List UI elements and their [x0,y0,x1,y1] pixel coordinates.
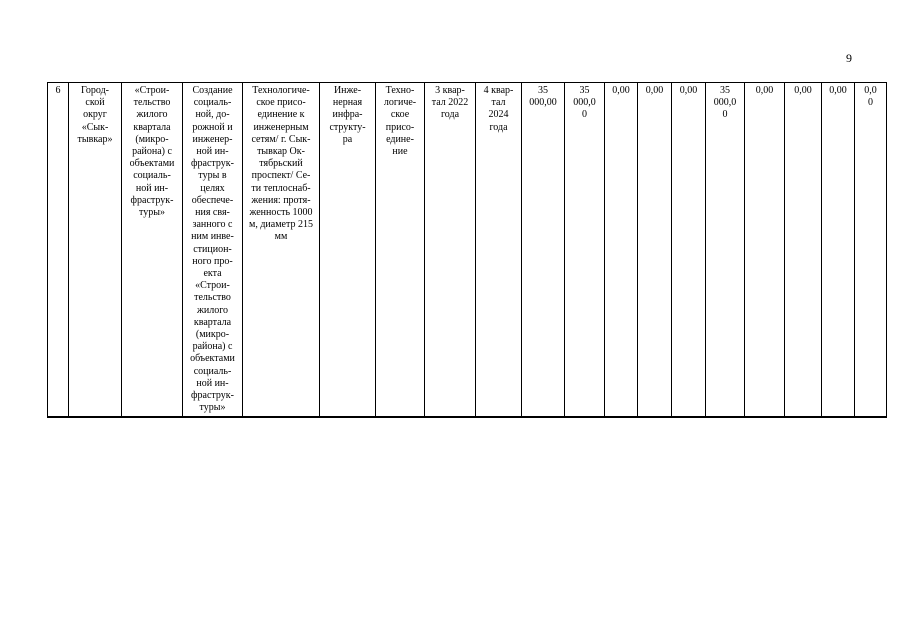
cell-amount-2: 35 000,0 0 [565,83,605,418]
page-number: 9 [846,51,852,65]
cell-municipality: Город- ской округ «Сык- тывкар» [69,83,122,418]
cell-start-date: 3 квар- тал 2022 года [425,83,476,418]
cell-infrastructure-type: Инже- нерная инфра- структу- ра [320,83,376,418]
cell-project-name: «Строи- тельство жилого квартала (микро- района) с объектами социаль- ной ин- фраструк- туры» [122,83,183,418]
cell-row-number: 6 [48,83,69,418]
investment-table [47,82,887,418]
cell-object-description: Технологиче- ское присо- единение к инженерным сетям/ г. Сык- тывкар Ок- тябрьский проспект/ Се- ти теплоснаб- жения: протя- женность 1000 м, диаметр 215 мм [243,83,320,418]
cell-goal: Создание социаль- ной, до- рожной и инженер- ной ин- фраструк- туры в целях обеспече- ния свя- занного с ним инве- стицион- ного про- екта «Строи- тельство жилого квартала (микро- района) с объектами социаль- ной ин- фраструк- туры» [183,83,243,418]
cell-end-date: 4 квар- тал 2024 года [476,83,522,418]
cell-amount-10: 0,0 0 [855,83,887,418]
cell-amount-5: 0,00 [672,83,706,418]
cell-amount-6: 35 000,0 0 [706,83,745,418]
table-row [48,83,887,418]
cell-amount-total: 35 000,00 [522,83,565,418]
cell-event-type: Техно- логиче- ское присо- едине- ние [376,83,425,418]
cell-amount-9: 0,00 [822,83,855,418]
cell-amount-7: 0,00 [745,83,785,418]
cell-amount-4: 0,00 [638,83,672,418]
cell-amount-8: 0,00 [785,83,822,418]
cell-amount-3: 0,00 [605,83,638,418]
